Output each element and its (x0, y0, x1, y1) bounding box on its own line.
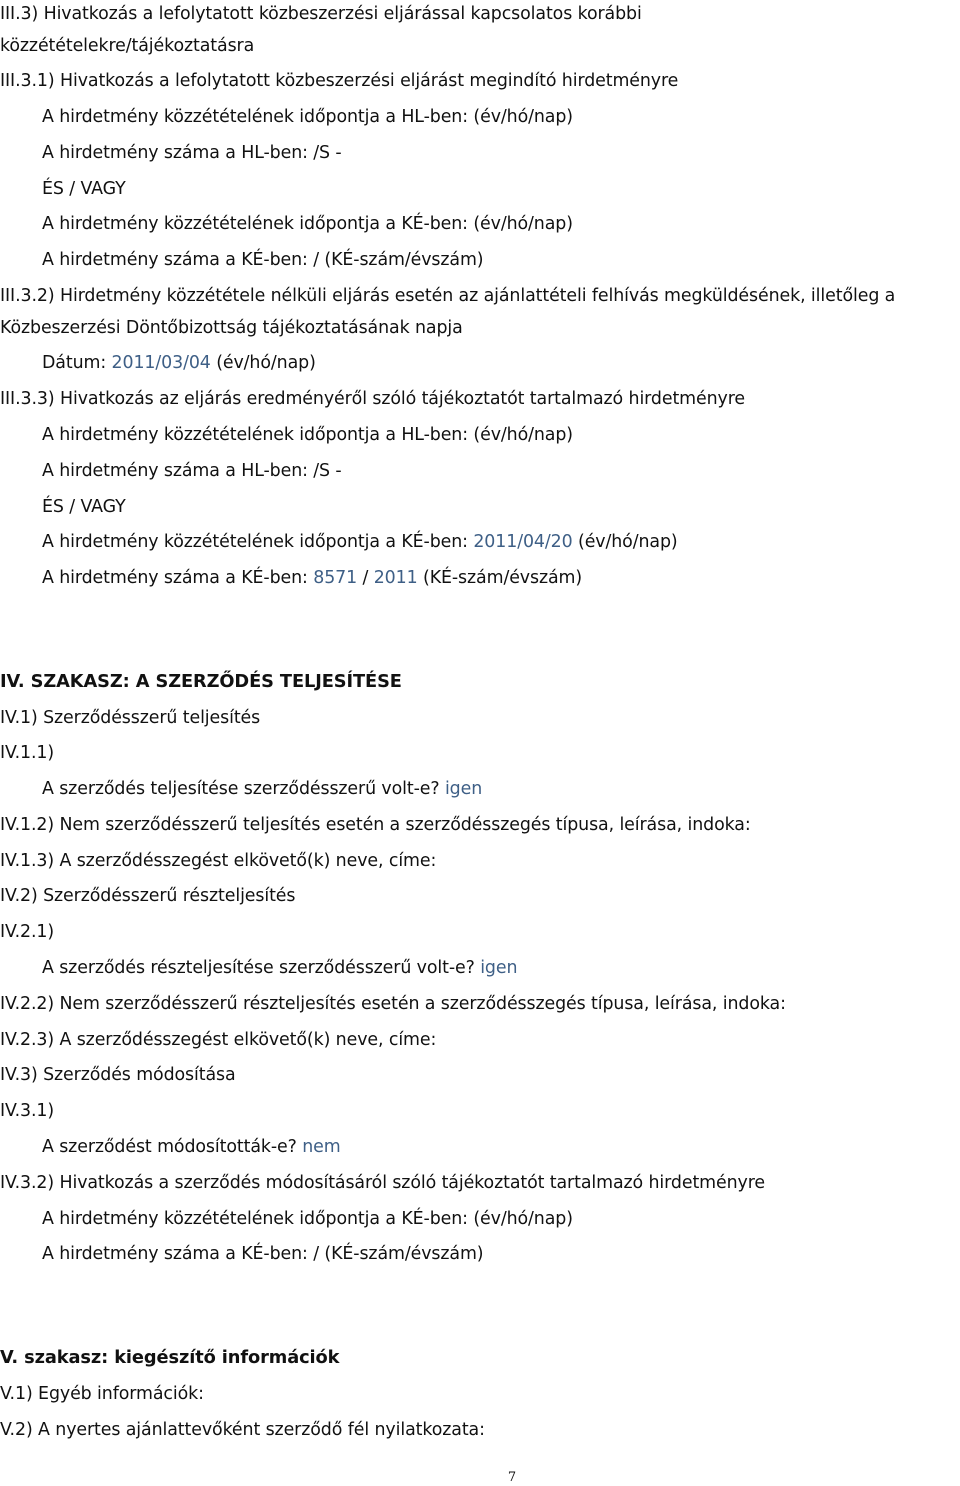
iv21-question-line (42, 958, 517, 978)
iv13-title: IV.1.3) A szerződésszegést elkövető(k) neve, címe: (0, 851, 437, 871)
section-iii31-title: III.3.1) Hivatkozás a lefolytatott közbeszerzési eljárást megindító hirdetményre (0, 71, 679, 91)
iii31-hl-number: A hirdetmény száma a HL-ben: /S - (42, 143, 342, 163)
section-iv-heading: IV. SZAKASZ: A SZERZŐDÉS TELJESÍTÉSE (0, 671, 402, 692)
v2-title: V.2) A nyertes ajánlattevőként szerződő fél nyilatkozata: (0, 1420, 485, 1440)
section-iii32-title-line1: III.3.2) Hirdetmény közzététele nélküli eljárás esetén az ajánlattételi felhívás megküldésének, illetőleg a (0, 286, 896, 306)
iv31-question-line (42, 1137, 341, 1157)
iv31-label: IV.3.1) (0, 1101, 55, 1121)
iii32-date-suffix: (év/hó/nap) (210, 353, 316, 373)
iii33-ke-number-value: 8571 (313, 568, 358, 588)
iii33-ke-date-label: A hirdetmény közzétételének időpontja a KÉ-ben: (42, 532, 474, 552)
iv1-title: IV.1) Szerződésszerű teljesítés (0, 708, 261, 728)
iii32-date-line (42, 353, 316, 373)
iii33-hl-number: A hirdetmény száma a HL-ben: /S - (42, 461, 342, 481)
section-iii3-title-line1: III.3) Hivatkozás a lefolytatott közbeszerzési eljárással kapcsolatos korábbi (0, 4, 642, 24)
iv11-question: A szerződés teljesítése szerződésszerű volt-e? (42, 779, 445, 799)
iv11-label: IV.1.1) (0, 743, 55, 763)
iii33-ke-number-label: A hirdetmény száma a KÉ-ben: (42, 568, 314, 588)
iv11-question-line (42, 779, 482, 799)
iii33-ke-date-line (42, 532, 678, 552)
iii33-ke-number-line (42, 568, 582, 588)
iv31-answer: nem (302, 1137, 341, 1157)
iv31-question: A szerződést módosították-e? (42, 1137, 303, 1157)
iv32-ke-number: A hirdetmény száma a KÉ-ben: / (KÉ-szám/évszám) (42, 1244, 484, 1264)
v1-title: V.1) Egyéb információk: (0, 1384, 204, 1404)
iv23-title: IV.2.3) A szerződésszegést elkövető(k) neve, címe: (0, 1030, 437, 1050)
iv21-label: IV.2.1) (0, 922, 55, 942)
section-iii32-title-line2: Közbeszerzési Döntőbizottság tájékoztatásának napja (0, 318, 463, 338)
iii31-ke-date: A hirdetmény közzétételének időpontja a KÉ-ben: (év/hó/nap) (42, 214, 573, 234)
iv21-answer: igen (480, 958, 518, 978)
iii33-es-vagy: ÉS / VAGY (42, 497, 126, 517)
iii33-ke-year-value: 2011 (373, 568, 418, 588)
iv11-answer: igen (444, 779, 483, 799)
iii33-ke-number-separator: / (357, 568, 374, 588)
page-number: 7 (507, 1470, 517, 1485)
iii33-ke-date-suffix: (év/hó/nap) (572, 532, 678, 552)
iii33-ke-number-suffix: (KÉ-szám/évszám) (417, 568, 583, 588)
section-v-heading: V. szakasz: kiegészítő információk (0, 1347, 340, 1368)
section-iii3-title-line2: közzétételekre/tájékoztatásra (0, 36, 255, 56)
iv3-title: IV.3) Szerződés módosítása (0, 1065, 236, 1085)
iv32-ke-date: A hirdetmény közzétételének időpontja a KÉ-ben: (év/hó/nap) (42, 1209, 573, 1229)
iii31-ke-number: A hirdetmény száma a KÉ-ben: / (KÉ-szám/évszám) (42, 250, 484, 270)
iii31-hl-date: A hirdetmény közzétételének időpontja a HL-ben: (év/hó/nap) (42, 107, 573, 127)
iv21-question: A szerződés részteljesítése szerződésszerű volt-e? (42, 958, 481, 978)
iv22-title: IV.2.2) Nem szerződésszerű részteljesítés esetén a szerződésszegés típusa, leírása, indoka: (0, 994, 786, 1014)
iii32-date-label: Dátum: (42, 353, 112, 373)
iv2-title: IV.2) Szerződésszerű részteljesítés (0, 886, 296, 906)
iii33-ke-date-value: 2011/04/20 (473, 532, 573, 552)
iii33-hl-date: A hirdetmény közzétételének időpontja a HL-ben: (év/hó/nap) (42, 425, 573, 445)
iii32-date-value: 2011/03/04 (111, 353, 211, 373)
iii31-es-vagy: ÉS / VAGY (42, 179, 126, 199)
iv32-title: IV.3.2) Hivatkozás a szerződés módosításáról szóló tájékoztatót tartalmazó hirdetményre (0, 1173, 765, 1193)
section-iii33-title: III.3.3) Hivatkozás az eljárás eredményéről szóló tájékoztatót tartalmazó hirdetményre (0, 389, 745, 409)
iv12-title: IV.1.2) Nem szerződésszerű teljesítés esetén a szerződésszegés típusa, leírása, indoka: (0, 815, 751, 835)
